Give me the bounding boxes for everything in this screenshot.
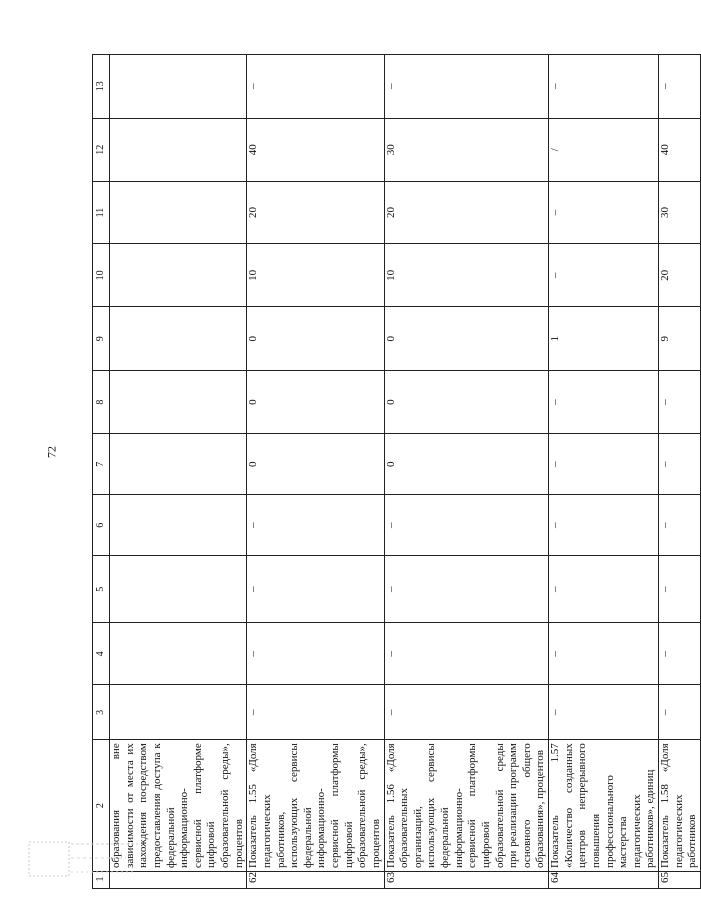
table-cell: 10 xyxy=(384,244,549,307)
table-cell: 9 xyxy=(659,307,701,370)
table-cell: 10 xyxy=(247,244,384,307)
column-header: 13 xyxy=(93,55,110,119)
table-cell xyxy=(110,244,247,307)
row-description: Показатель 1.58 «Доля педагогических работников xyxy=(659,740,701,872)
table-cell: 0 xyxy=(384,370,549,433)
table-cell: 0 xyxy=(384,434,549,495)
table-cell: 20 xyxy=(384,181,549,243)
column-header: 1 xyxy=(93,871,110,888)
table-cell: 0 xyxy=(384,307,549,370)
page-number: 72 xyxy=(44,446,59,458)
table-cell: 40 xyxy=(247,118,384,181)
column-header: 6 xyxy=(93,495,110,556)
row-number: 64 xyxy=(549,871,659,888)
table-cell: – xyxy=(659,495,701,556)
row-description: образования вне зависимости от места их нахождения посредством предоставления доступа к федеральной информационно-сервисной платформе цифровой образовательной среды», процентов xyxy=(110,740,247,872)
table-cell: – xyxy=(549,434,659,495)
table-cell: – xyxy=(549,623,659,685)
table-cell: – xyxy=(659,434,701,495)
column-header: 7 xyxy=(93,434,110,495)
table-cell: – xyxy=(384,556,549,623)
table-cell: – xyxy=(549,495,659,556)
table-cell: – xyxy=(247,495,384,556)
table-cell: 40 xyxy=(659,118,701,181)
table-cell xyxy=(110,685,247,740)
table-cell xyxy=(110,495,247,556)
table-cell: 0 xyxy=(247,434,384,495)
table-cell xyxy=(110,307,247,370)
table-cell: – xyxy=(247,55,384,119)
rotated-table-container xyxy=(92,54,699,889)
column-header: 10 xyxy=(93,244,110,307)
row-number: 62 xyxy=(247,871,384,888)
column-header: 11 xyxy=(93,181,110,243)
table-cell xyxy=(110,623,247,685)
table-cell: – xyxy=(659,55,701,119)
row-number: 63 xyxy=(384,871,549,888)
table-cell: – xyxy=(384,55,549,119)
faint-stamp-mark xyxy=(26,838,141,883)
indicators-table xyxy=(92,54,701,889)
table-cell xyxy=(110,370,247,433)
table-cell: 1 xyxy=(549,307,659,370)
column-header: 12 xyxy=(93,118,110,181)
row-description: Показатель 1.57 «Количество созданных центров непрерывного повышения профессионального мастерства педагогических работников», единиц xyxy=(549,740,659,872)
column-header: 4 xyxy=(93,623,110,685)
table-row xyxy=(384,55,549,889)
row-description: Показатель 1.56 «Доля образовательных организаций, использующих сервисы федеральной информационно-сервисной платформы цифровой образовательной среды при реализации программ основного общего образования», процентов xyxy=(384,740,549,872)
row-description: Показатель 1.55 «Доля педагогических работников, использующих сервисы федеральной информационно-сервисной платформы цифровой образовательной среды», процентов xyxy=(247,740,384,872)
table-cell xyxy=(110,556,247,623)
table-cell: – xyxy=(247,685,384,740)
table-cell: – xyxy=(549,370,659,433)
table-cell: 30 xyxy=(659,181,701,243)
table-cell: – xyxy=(549,244,659,307)
table-cell xyxy=(110,181,247,243)
table-row xyxy=(247,55,384,889)
column-header: 8 xyxy=(93,370,110,433)
table-cell: 0 xyxy=(247,307,384,370)
table-cell: 0 xyxy=(247,370,384,433)
column-header: 2 xyxy=(93,740,110,872)
table-cell xyxy=(110,55,247,119)
table-cell: – xyxy=(549,181,659,243)
table-row xyxy=(110,55,247,889)
row-number: 65 xyxy=(659,871,701,888)
table-cell: / xyxy=(549,118,659,181)
table-cell: – xyxy=(384,623,549,685)
table-cell: – xyxy=(659,685,701,740)
table-cell: 20 xyxy=(659,244,701,307)
table-cell: – xyxy=(659,556,701,623)
table-cell xyxy=(110,434,247,495)
table-cell: 20 xyxy=(247,181,384,243)
column-header: 5 xyxy=(93,556,110,623)
table-row xyxy=(659,55,701,889)
table-cell xyxy=(110,118,247,181)
table-cell: 30 xyxy=(384,118,549,181)
table-cell: – xyxy=(549,685,659,740)
column-header: 9 xyxy=(93,307,110,370)
table-cell: – xyxy=(549,556,659,623)
column-header: 3 xyxy=(93,685,110,740)
table-cell: – xyxy=(659,370,701,433)
table-cell: – xyxy=(247,556,384,623)
header-row xyxy=(93,55,110,889)
table-row xyxy=(549,55,659,889)
table-cell: – xyxy=(659,623,701,685)
table-cell: – xyxy=(384,495,549,556)
table-cell: – xyxy=(384,685,549,740)
table-cell: – xyxy=(247,623,384,685)
table-cell: – xyxy=(549,55,659,119)
